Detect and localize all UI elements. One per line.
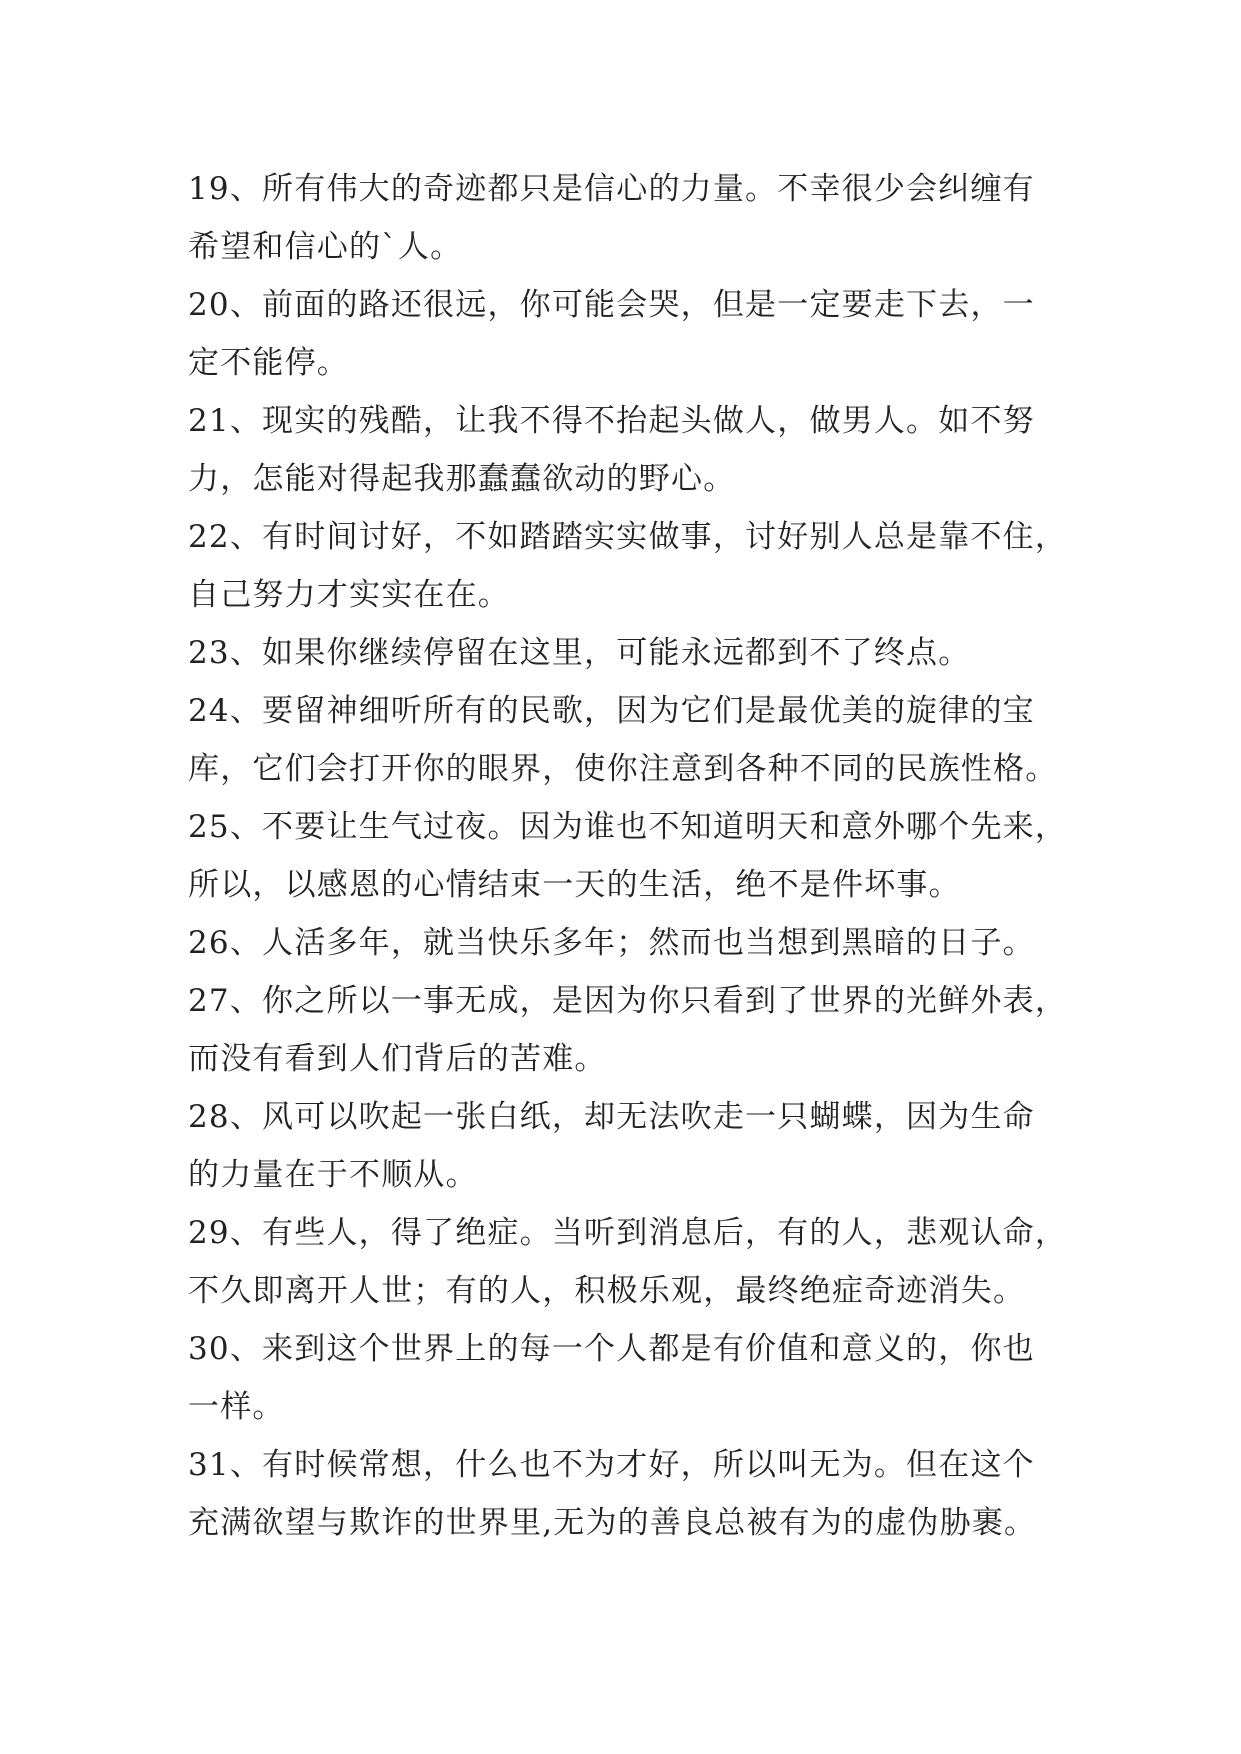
text-line: 希望和信心的`人。 xyxy=(188,229,463,265)
document-body xyxy=(188,160,1068,1552)
text-line: 不久即离开人世；有的人，积极乐观，最终绝症奇迹消失。 xyxy=(188,1273,1026,1309)
text-line: 一样。 xyxy=(188,1389,285,1425)
text-line: 力，怎能对得起我那蠢蠢欲动的野心。 xyxy=(188,461,736,497)
text-line: 定不能停。 xyxy=(188,345,349,381)
text-line: 的力量在于不顺从。 xyxy=(188,1157,478,1193)
text-line: 23、如果你继续停留在这里，可能永远都到不了终点。 xyxy=(188,635,971,671)
text-line: 21、现实的残酷，让我不得不抬起头做人，做男人。如不努 xyxy=(188,403,1035,439)
text-line: 自己努力才实实在在。 xyxy=(188,577,510,613)
text-line: 所以，以感恩的心情结束一天的生活，绝不是件坏事。 xyxy=(188,867,961,903)
text-line: 31、有时候常想，什么也不为才好，所以叫无为。但在这个 xyxy=(188,1447,1035,1483)
text-line: 30、来到这个世界上的每一个人都是有价值和意义的，你也 xyxy=(188,1331,1035,1367)
text-line: 库，它们会打开你的眼界，使你注意到各种不同的民族性格。 xyxy=(188,751,1058,787)
text-line: 27、你之所以一事无成，是因为你只看到了世界的光鲜外表， xyxy=(188,983,1068,1019)
text-line: 28、风可以吹起一张白纸，却无法吹走一只蝴蝶，因为生命 xyxy=(188,1099,1035,1135)
text-line: 24、要留神细听所有的民歌，因为它们是最优美的旋律的宝 xyxy=(188,693,1035,729)
text-line: 22、有时间讨好，不如踏踏实实做事，讨好别人总是靠不住， xyxy=(188,519,1068,555)
text-line: 19、所有伟大的奇迹都只是信心的力量。不幸很少会纠缠有 xyxy=(188,171,1035,207)
text-line: 20、前面的路还很远，你可能会哭，但是一定要走下去，一 xyxy=(188,287,1035,323)
text-line: 而没有看到人们背后的苦难。 xyxy=(188,1041,607,1077)
text-line: 25、不要让生气过夜。因为谁也不知道明天和意外哪个先来， xyxy=(188,809,1068,845)
text-line: 26、人活多年，就当快乐多年；然而也当想到黑暗的日子。 xyxy=(188,925,1035,961)
text-line: 29、有些人，得了绝症。当听到消息后，有的人，悲观认命， xyxy=(188,1215,1068,1251)
text-line: 充满欲望与欺诈的世界里,无为的善良总被有为的虚伪胁裹。 xyxy=(188,1505,1037,1541)
